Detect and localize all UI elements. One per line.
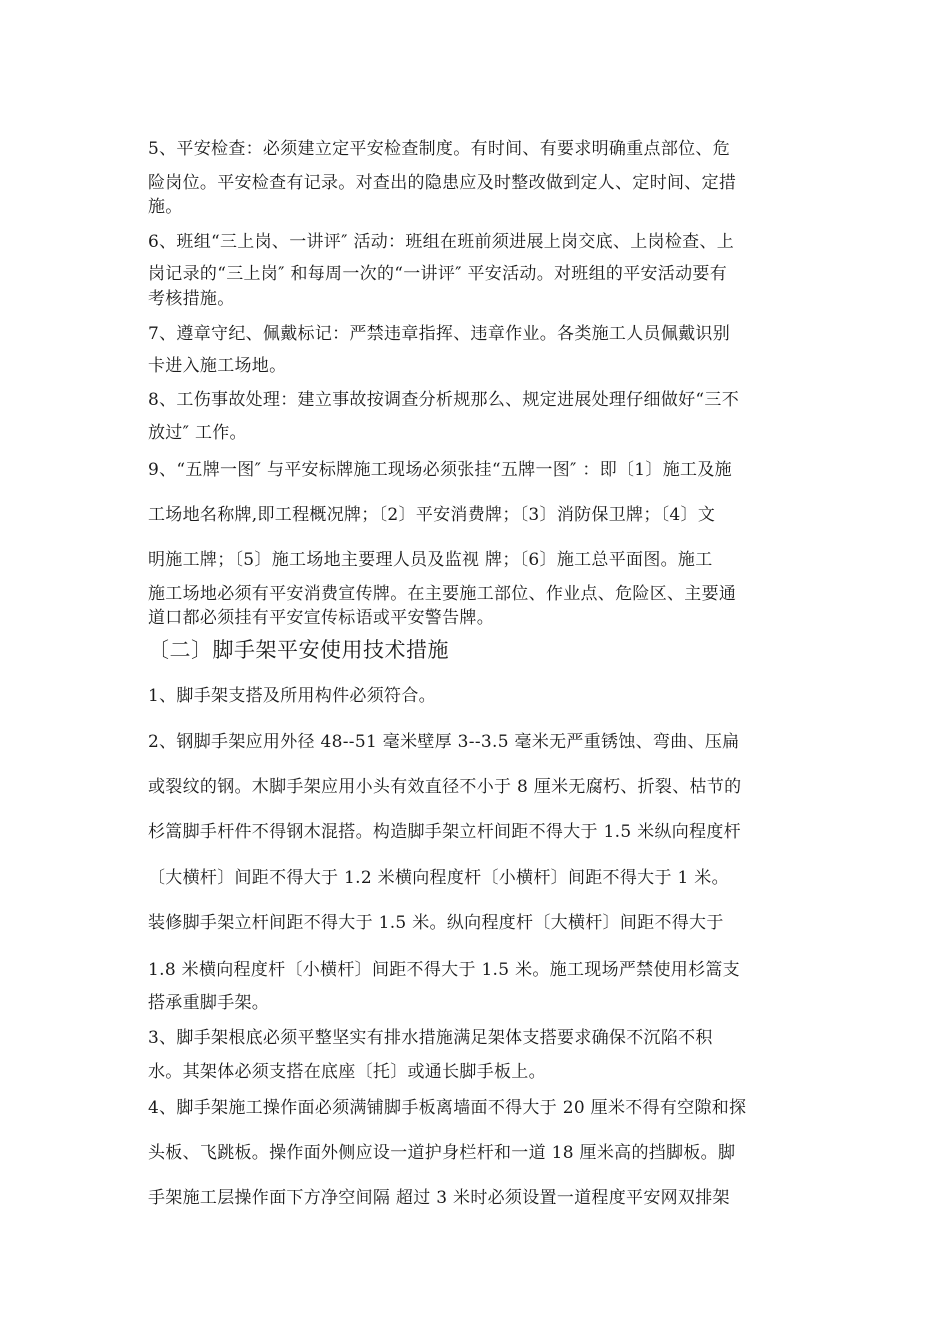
s2-item-2-line-2: 或裂纹的钢。木脚手架应用小头有效直径不小于 8 厘米无腐朽、折裂、枯节的 <box>148 777 742 797</box>
item-9-line-1: 9、“五牌一图″ 与平安标牌施工现场必须张挂“五牌一图″ ：即〔1〕施工及施 <box>148 460 732 480</box>
s2-item-2-line-1: 2、钢脚手架应用外径 48--51 毫米壁厚 3--3.5 毫米无严重锈蚀、弯曲、压扁 <box>148 732 740 752</box>
item-5-line-1: 5、平安检查：必须建立定平安检查制度。有时间、有要求明确重点部位、危 <box>148 139 731 159</box>
s2-item-1-line-1: 1、脚手架支搭及所用构件必须符合。 <box>148 686 436 706</box>
item-7-line-1: 7、遵章守纪、佩戴标记：严禁违章指挥、违章作业。各类施工人员佩戴识别 <box>148 324 731 344</box>
s2-item-2-line-7: 搭承重脚手架。 <box>148 993 270 1013</box>
s2-item-3-line-1: 3、脚手架根底必须平整坚实有排水措施满足架体支搭要求确保不沉陷不积 <box>148 1028 713 1048</box>
item-9-line-5: 道口都必须挂有平安宣传标语或平安警告牌。 <box>148 608 494 628</box>
s2-item-2-line-4: 〔大横杆〕间距不得大于 1.2 米横向程度杆〔小横杆〕间距不得大于 1 米。 <box>148 868 729 888</box>
item-9-line-3: 明施工牌；〔5〕施工场地主要理人员及监视 牌；〔6〕施工总平面图。施工 <box>148 550 713 570</box>
s2-item-3-line-2: 水。其架体必须支搭在底座〔托〕或通长脚手板上。 <box>148 1062 546 1082</box>
s2-item-4-line-1: 4、脚手架施工操作面必须满铺脚手板离墙面不得大于 20 厘米不得有空隙和探 <box>148 1098 747 1118</box>
item-8-line-2: 放过″ 工作。 <box>148 423 247 443</box>
section-heading: 〔二〕脚手架平安使用技术措施 <box>148 638 449 662</box>
item-5-line-3: 施。 <box>148 197 183 217</box>
item-6-line-1: 6、班组“三上岗、一讲评″ 活动：班组在班前须进展上岗交底、上岗检查、上 <box>148 232 735 252</box>
s2-item-2-line-3: 杉篙脚手杆件不得钢木混搭。构造脚手架立杆间距不得大于 1.5 米纵向程度杆 <box>148 822 741 842</box>
item-6-line-2: 岗记录的“三上岗″ 和每周一次的“一讲评″ 平安活动。对班组的平安活动要有 <box>148 264 727 284</box>
item-9-line-4: 施工场地必须有平安消费宣传牌。在主要施工部位、作业点、危险区、主要通 <box>148 584 737 604</box>
item-7-line-2: 卡进入施工场地。 <box>148 356 287 376</box>
item-5-line-2: 险岗位。平安检查有记录。对查出的隐患应及时整改做到定人、定时间、定措 <box>148 173 737 193</box>
s2-item-4-line-3: 手架施工层操作面下方净空间隔 超过 3 米时必须设置一道程度平安网双排架 <box>148 1188 730 1208</box>
item-6-line-3: 考核措施。 <box>148 289 235 309</box>
s2-item-2-line-6: 1.8 米横向程度杆〔小横杆〕间距不得大于 1.5 米。施工现场严禁使用杉篙支 <box>148 960 740 980</box>
s2-item-4-line-2: 头板、飞跳板。操作面外侧应设一道护身栏杆和一道 18 厘米高的挡脚板。脚 <box>148 1143 736 1163</box>
s2-item-2-line-5: 装修脚手架立杆间距不得大于 1.5 米。纵向程度杆〔大横杆〕间距不得大于 <box>148 913 724 933</box>
item-9-line-2: 工场地名称牌,即工程概况牌；〔2〕平安消费牌；〔3〕消防保卫牌；〔4〕文 <box>148 505 716 525</box>
item-8-line-1: 8、工伤事故处理：建立事故按调查分析规那么、规定进展处理仔细做好“三不 <box>148 390 740 410</box>
